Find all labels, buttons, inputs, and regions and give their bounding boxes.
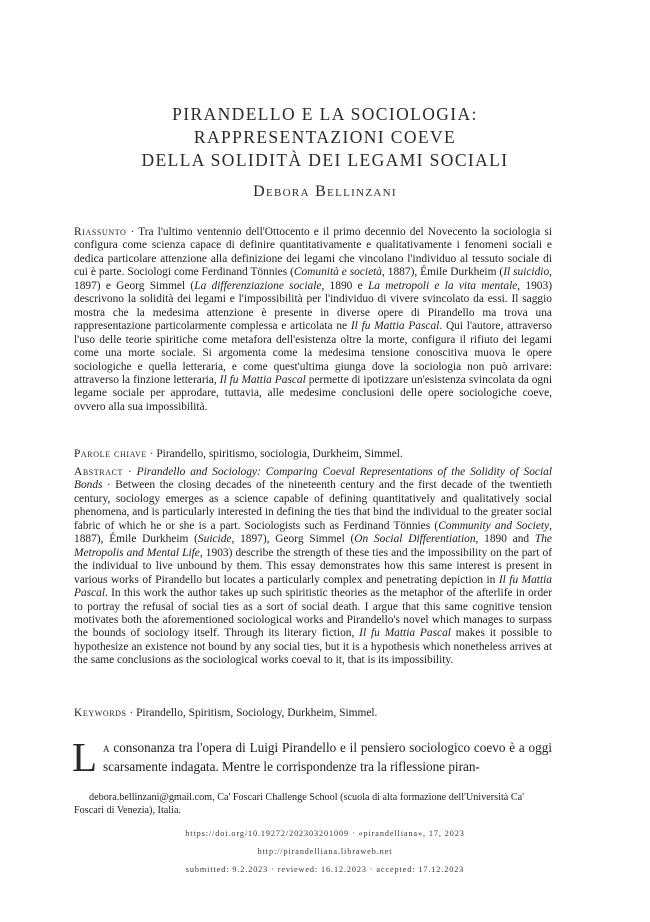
article-title-line-1: PIRANDELLO E LA SOCIOLOGIA: xyxy=(172,104,478,124)
keywords-english xyxy=(74,707,552,720)
abstract-text: makes it possible to hypothesize an existence not bound by any social ties, but it is a hypothesis which nonetheless arrives at the same conclusions as the sociological works coeval to it, that is its impossibility. xyxy=(74,627,552,667)
abstract-text: permette di ipotizzare un'esistenza svincolata da ogni legame sociale per approdare, tuttavia, alle medesime conclusioni delle opere sociologiche coeve, ovvero alla sua impossibilità. xyxy=(74,373,552,413)
abstract-text: , 1897) e Georg Simmel ( xyxy=(74,266,553,292)
keywords-english-label: Keywords xyxy=(74,707,127,719)
separator: · xyxy=(126,226,139,238)
abstract-text: , 1897), Georg Simmel ( xyxy=(231,533,355,546)
abstract-text: . Qui l'autore, attraverso l'uso delle teorie spiritiche come metafora dell'esistenza oltre la morte, configura il rifiuto dei legami come una morte sociale. Si argomenta come la medesima tensione conoscitiva muova le opere sociologiche e quella letteraria, e come quest'ultima giunga dove la sociologia non può arrivare: attraverso la finzione letteraria, xyxy=(74,320,552,386)
abstract-text: Between the closing decades of the nineteenth century and the first decade of the twentieth century, sociology emerges as a science capable of defining quantitatively and qualitatively social phenomena, and is particularly interested in defining the ties that bind the individual to the greater social fabric of which he or she is a part. Sociologists such as Ferdinand Tönnies ( xyxy=(74,479,552,532)
separator: · xyxy=(123,466,137,478)
work-title: Suicide xyxy=(197,533,232,546)
abstract-text: , 1890 and xyxy=(475,533,535,546)
abstract-text: . In this work the author takes up such spiritistic theories as the metaphor of the afterlife in order to portray the refusal of social ties as a sort of social death. I argue that this same cognitive tension motivates both the aforementioned sociological works and Pirandello's novel which manages to surpass the bounds of sociology itself. Through its literary fiction, xyxy=(74,587,552,640)
abstract-text: , 1903) describe the strength of these ties and the impossibility on the part of the individual to live unbound by them. This essay demonstrates how this same interest is present in various works of Pirandello but locates a particularly complex and penetrating depiction in xyxy=(74,546,553,586)
doi-line: https://doi.org/10.19272/202303201009 · «pirandelliana», 17, 2023 xyxy=(185,829,465,838)
article-title-line-2: RAPPRESENTAZIONI COEVE xyxy=(193,127,457,147)
work-title: Il fu Mattia Pascal xyxy=(74,573,552,600)
abstract-italian xyxy=(74,226,552,414)
separator: · xyxy=(102,479,116,492)
abstract-text: , 1890 e xyxy=(321,279,368,292)
abstract-text: , 1903) descrivono la solidità dei legami e l'impossibilità per l'individuo di vivere svincolato da essi. Il saggio mostra che la medesima attenzione è presente in diverse opere di Pirandello ma trova una rappresentazione particolarmente complessa e articolata ne xyxy=(74,279,552,333)
work-title: On Social Differentiation xyxy=(354,533,476,546)
work-title: La differenziazione sociale xyxy=(194,279,322,292)
work-title: Il suicidio xyxy=(503,266,550,279)
body-text: consonanza tra l'opera di Luigi Pirandello e il pensiero sociologico coevo è a oggi scarsamente indagata. Mentre le corrispondenze tra la riflessione piran- xyxy=(103,740,552,774)
article-title-line-3: DELLA SOLIDITÀ DEI LEGAMI SOCIALI xyxy=(141,150,509,170)
separator: · xyxy=(126,707,137,719)
abstract-text: , 1887), Émile Durkheim ( xyxy=(382,266,504,279)
keywords-english-text: Pirandello, Spiritism, Sociology, Durkheim, Simmel. xyxy=(136,707,378,719)
submission-dates: submitted: 9.2.2023 · reviewed: 16.12.2023 · accepted: 17.12.2023 xyxy=(185,865,465,874)
work-title: Community and Society xyxy=(438,519,550,532)
keywords-italian-text: Pirandello, spiritismo, sociologia, Durkheim, Simmel. xyxy=(156,448,403,460)
abstract-text: , 1887), Émile Durkheim ( xyxy=(74,519,552,546)
keywords-italian xyxy=(74,448,552,461)
author-name: Debora Bellinzani xyxy=(253,183,397,200)
english-title: Pirandello and Sociology: Comparing Coeval Representations of the Solidity of Social Bonds xyxy=(74,466,552,492)
body-paragraph xyxy=(72,734,552,780)
abstract-text: Tra l'ultimo ventennio dell'Ottocento e il primo decennio del Novecento la sociologia si configura come scienza capace di definire quantitativamente e qualitativamente i fenomeni sociali e dedica particolare attenzione alla definizione dei legami che vincolano l'individuo al tessuto sociale di cui è parte. Sociologi come Ferdinand Tönnies ( xyxy=(74,226,552,279)
work-title: The Metropolis and Mental Life xyxy=(74,533,552,559)
work-title: La metropoli e la vita mentale xyxy=(367,279,518,292)
separator: · xyxy=(146,448,157,460)
work-title: Comunità e società xyxy=(293,266,383,279)
work-title: Il fu Mattia Pascal xyxy=(219,373,306,386)
author-affiliation-footnote: debora.bellinzani@gmail.com, Ca' Foscari Challenge School (scuola di alta formazione dell'Università Ca' Foscari di Venezia), Italia. xyxy=(74,792,524,817)
work-title: Il fu Mattia Pascal xyxy=(359,627,451,640)
keywords-italian-label: Parole chiave xyxy=(74,448,147,460)
abstract-english-label: Abstract xyxy=(74,466,124,478)
journal-website: http://pirandelliana.libraweb.net xyxy=(257,847,393,856)
drop-cap: L xyxy=(72,734,98,780)
first-word-rest: a xyxy=(103,740,110,755)
abstract-english xyxy=(74,466,552,668)
abstract-italian-label: Riassunto xyxy=(74,226,127,238)
work-title: Il fu Mattia Pascal xyxy=(350,320,440,333)
